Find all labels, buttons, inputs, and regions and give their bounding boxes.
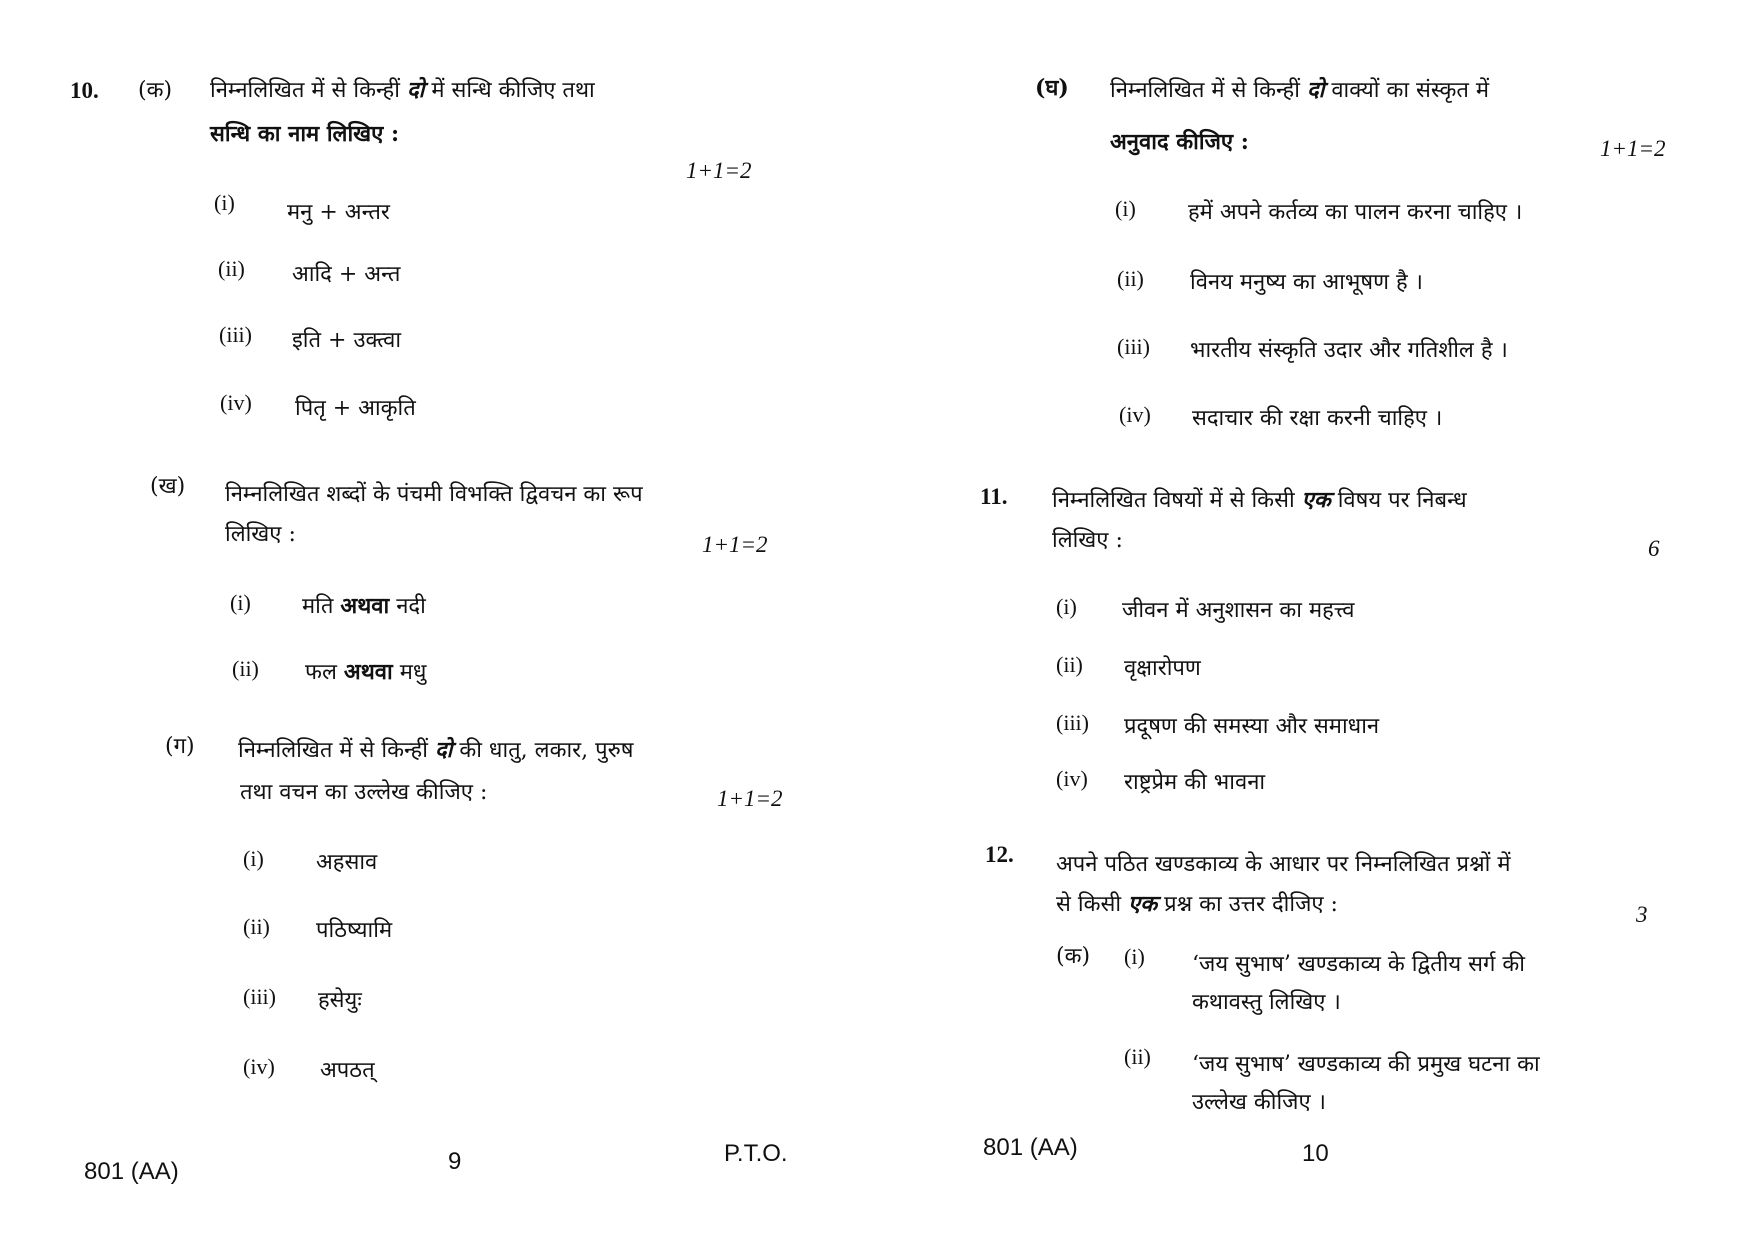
q10a-item-1-num: (i) xyxy=(214,190,235,215)
q10c-item-2-text: पठिष्यामि xyxy=(316,918,393,943)
q11-item-4-num: (iv) xyxy=(1056,766,1088,791)
q10d-item-3-text: भारतीय संस्कृति उदार और गतिशील है । xyxy=(1190,338,1508,363)
q10a-item-3-text: इति + उक्त्वा xyxy=(292,328,402,353)
q10a-instruction-line2: सन्धि का नाम लिखिए : xyxy=(210,121,400,147)
q10c-item-3-text: हसेयुः xyxy=(318,988,362,1013)
part-label-ka: (क) xyxy=(138,78,173,103)
q10c-item-1-num: (i) xyxy=(243,846,264,871)
q10a-marks: 1+1=2 xyxy=(686,158,752,183)
q10d-item-1-text: हमें अपने कर्तव्य का पालन करना चाहिए । xyxy=(1188,200,1523,225)
q12-part-label-ka: (क) xyxy=(1056,944,1091,969)
question-number-11: 11. xyxy=(980,484,1008,509)
left-footer-pto: P.T.O. xyxy=(724,1140,788,1167)
q10d-item-2-text: विनय मनुष्य का आभूषण है । xyxy=(1190,270,1423,295)
q10d-instr-post: वाक्यों का संस्कृत में xyxy=(1324,78,1490,103)
q10b-item-1-num: (i) xyxy=(230,590,251,615)
q10b-item-2-num: (ii) xyxy=(232,656,259,681)
q10c-marks: 1+1=2 xyxy=(717,786,783,811)
q11-instr-bold: एक xyxy=(1301,487,1331,513)
q10d-item-3-num: (iii) xyxy=(1117,334,1150,359)
q10d-instr-pre: निम्नलिखित में से किन्हीं xyxy=(1110,78,1307,103)
q10b-item-2-or: अथवा xyxy=(343,659,393,685)
q12-instr-bold: एक xyxy=(1128,891,1158,917)
q10c-item-4-text: अपठत् xyxy=(320,1058,375,1083)
q12-item-2-line1: ‘जय सुभाष’ खण्डकाव्य की प्रमुख घटना का xyxy=(1192,1052,1540,1077)
q12-item-1-line1: ‘जय सुभाष’ खण्डकाव्य के द्वितीय सर्ग की xyxy=(1192,952,1525,977)
q10b-instruction-line1: निम्नलिखित शब्दों के पंचमी विभक्ति द्विवचन का रूप xyxy=(225,482,643,507)
q10c-instr-pre: निम्नलिखित में से किन्हीं xyxy=(238,738,435,763)
q11-instruction-line1 xyxy=(1052,484,1467,514)
q10a-item-1-text: मनु + अन्तर xyxy=(287,200,390,225)
q11-instr-post: विषय पर निबन्ध xyxy=(1330,488,1467,513)
q10b-item-2-a: फल xyxy=(305,660,337,685)
q10a-item-4-num: (iv) xyxy=(220,390,252,415)
q10d-marks: 1+1=2 xyxy=(1600,136,1666,161)
part-label-gha: (घ) xyxy=(1035,75,1069,101)
q10b-item-1-a: मति xyxy=(302,594,334,619)
left-footer-code: 801 (AA) xyxy=(84,1158,179,1185)
q11-item-3-num: (iii) xyxy=(1056,710,1089,735)
q10c-instr-bold: दो xyxy=(434,737,453,763)
q10b-item-1-b: नदी xyxy=(396,594,426,619)
q10c-item-2-num: (ii) xyxy=(243,914,270,939)
q10c-item-4-num: (iv) xyxy=(243,1054,275,1079)
q11-item-1-num: (i) xyxy=(1056,594,1077,619)
q11-item-4-text: राष्ट्रप्रेम की भावना xyxy=(1124,770,1266,795)
q11-item-2-num: (ii) xyxy=(1056,652,1083,677)
q10c-instr-post: की धातु, लकार, पुरुष xyxy=(452,738,634,763)
q12-item-1-num: (i) xyxy=(1124,944,1145,969)
question-number-10: 10. xyxy=(70,78,99,103)
q10a-item-4-text: पितृ + आकृति xyxy=(295,396,416,421)
q11-item-2-text: वृक्षारोपण xyxy=(1124,656,1201,681)
q10b-item-2-b: मधु xyxy=(399,660,427,685)
question-number-12: 12. xyxy=(985,842,1014,867)
q10c-instruction-line2: तथा वचन का उल्लेख कीजिए : xyxy=(240,780,488,805)
q10d-item-2-num: (ii) xyxy=(1117,266,1144,291)
q10d-item-4-text: सदाचार की रक्षा करनी चाहिए । xyxy=(1192,406,1443,431)
q12-item-2-num: (ii) xyxy=(1124,1044,1151,1069)
right-footer-page-number: 10 xyxy=(1302,1140,1329,1167)
q10a-item-2-text: आदि + अन्त xyxy=(292,262,401,287)
q10d-item-1-num: (i) xyxy=(1115,196,1136,221)
q12-instruction-line2 xyxy=(1056,888,1338,918)
q10a-instruction-line1 xyxy=(210,74,595,104)
q10d-instr-bold: दो xyxy=(1306,77,1325,103)
q10c-item-3-num: (iii) xyxy=(243,984,276,1009)
q10b-instruction-line2: लिखिए : xyxy=(225,522,296,547)
q12-item-2-line2: उल्लेख कीजिए । xyxy=(1192,1090,1326,1115)
q10d-item-4-num: (iv) xyxy=(1119,402,1151,427)
q11-instruction-line2: लिखिए : xyxy=(1052,528,1123,553)
q10a-item-3-num: (iii) xyxy=(219,322,252,347)
q10d-instruction-line2: अनुवाद कीजिए : xyxy=(1110,129,1249,155)
q12-marks: 3 xyxy=(1636,902,1648,927)
part-label-ga: (ग) xyxy=(165,734,195,759)
q10a-instr-post: में सन्धि कीजिए तथा xyxy=(424,78,595,103)
left-footer-page-number: 9 xyxy=(448,1148,462,1175)
q10a-instr-bold: दो xyxy=(406,77,425,103)
q12-instr-pre: से किसी xyxy=(1056,892,1129,917)
q10b-marks: 1+1=2 xyxy=(702,532,768,557)
q12-item-1-line2: कथावस्तु लिखिए । xyxy=(1192,990,1341,1015)
q11-item-1-text: जीवन में अनुशासन का महत्त्व xyxy=(1122,598,1355,623)
q10a-item-2-num: (ii) xyxy=(218,256,245,281)
q12-instruction-line1: अपने पठित खण्डकाव्य के आधार पर निम्नलिखित प्रश्नों में xyxy=(1056,852,1511,877)
q10d-instruction-line1 xyxy=(1110,74,1489,104)
right-footer-code: 801 (AA) xyxy=(983,1134,1078,1161)
part-label-kha: (ख) xyxy=(150,474,186,499)
q10b-item-2-text xyxy=(305,656,426,686)
q10b-item-1-or: अथवा xyxy=(340,593,390,619)
q10c-instruction-line1 xyxy=(238,734,634,764)
q10a-instr-pre: निम्नलिखित में से किन्हीं xyxy=(210,78,407,103)
q12-instr-post: प्रश्न का उत्तर दीजिए : xyxy=(1157,892,1338,917)
q10c-item-1-text: अहसाव xyxy=(316,850,378,875)
q11-instr-pre: निम्नलिखित विषयों में से किसी xyxy=(1052,488,1302,513)
q11-marks: 6 xyxy=(1648,536,1660,561)
q10b-item-1-text xyxy=(302,590,426,620)
q11-item-3-text: प्रदूषण की समस्या और समाधान xyxy=(1124,714,1380,739)
